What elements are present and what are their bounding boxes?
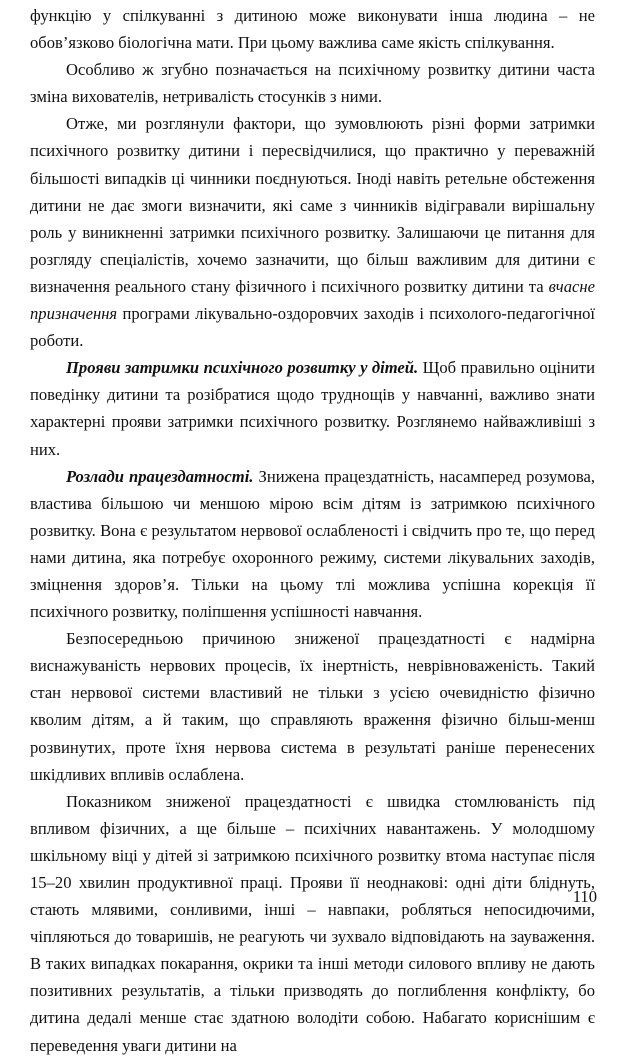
paragraph-5 bbox=[30, 463, 595, 626]
paragraph-4-text: Щоб правильно оцінити поведінку дитини та розібратися щодо труднощів у навчанні, важливо знати характерні прояви затримки психічного розвитку. Розглянемо найважливіші з них. bbox=[30, 358, 595, 459]
paragraph-3-text-before: Отже, ми розглянули фактори, що зумовлюють різні форми затримки психічного розвитку дитини і пересвідчилися, що практично у переважній більшості випадків ці чинники поєднуються. Іноді навіть ретельне обстеження дитини не дає змоги визначити, які саме з чинників відігравали вирішальну роль у виникненні затримки психічного розвитку. Залишаючи це питання для розгляду спеціалістів, хочемо зазначити, що більш важливим для дитини є визначення реального стану фізичного і психічного розвитку дитини та bbox=[30, 114, 595, 296]
section-heading-work-capacity: Розлади працездатності. bbox=[66, 466, 254, 486]
paragraph-3-emphasis: вчасне призначення bbox=[30, 276, 595, 324]
paragraph-1: функцію у спілкуванні з дитиною може виконувати інша людина – не обов’язково біологічна мати. При цьому важлива саме якість спілкування. bbox=[30, 6, 595, 53]
paragraph-3 bbox=[30, 110, 595, 354]
page-number: 110 bbox=[572, 887, 597, 906]
paragraph-7: Показником зниженої працездатності є швидка стомлюваність під впливом фізичних, а ще більше – психічних навантажень. У молодшому шкільному віці у дітей зі затримкою психічного розвитку втома наступає після 15–20 хвилин продуктивної праці. Прояви її неоднакові: одні діти бліднуть, стають млявими, сонливими, інші – навпаки, робляться непосидючими, чіпляються до товаришів, не реагують чи зухвало відповідають на зауваження. В таких випадках покарання, окрики та інші методи силового впливу не дають позитивних результатів, а тільки призводять до поглиблення конфлікту, бо дитина дедалі менше стає здатною володіти собою. Набагато кориснішим є переведення уваги дитини на bbox=[30, 791, 595, 1055]
paragraph-6: Безпосередньою причиною зниженої працездатності є надмірна виснажуваність нервових процесів, їх інертність, неврівноваженість. Такий стан нервової системи властивий не тільки з усією очевидністю фізично кволим дітям, а й таким, що справляють враження фізично більш-менш розвинутих, проте їхня нервова система в результаті раніше перенесених шкідливих впливів ослаблена. bbox=[30, 629, 595, 784]
document-page bbox=[30, 2, 595, 1059]
paragraph-5-text: Знижена працездатність, насамперед розумова, властива більшою чи меншою мірою всім дітям із затримкою психічного розвитку. Вона є результатом нервової ослабленості і свідчить про те, що перед нами дитина, яка потребує охоронного режиму, системи лікувальних заходів, зміцнення здоров’я. Тільки на цьому тлі можлива успішна корекція її психічного розвитку, поліпшення успішності навчання. bbox=[30, 466, 595, 622]
section-heading-manifestations: Прояви затримки психічного розвитку у дітей. bbox=[66, 358, 419, 378]
paragraph-2: Особливо ж згубно позначається на психічному розвитку дитини часта зміна вихователів, нетривалість стосунків з ними. bbox=[30, 60, 595, 107]
paragraph-3-text-after: програми лікувально-оздоровчих заходів і психолого-педагогічної роботи. bbox=[30, 304, 595, 351]
paragraph-4 bbox=[30, 354, 595, 462]
